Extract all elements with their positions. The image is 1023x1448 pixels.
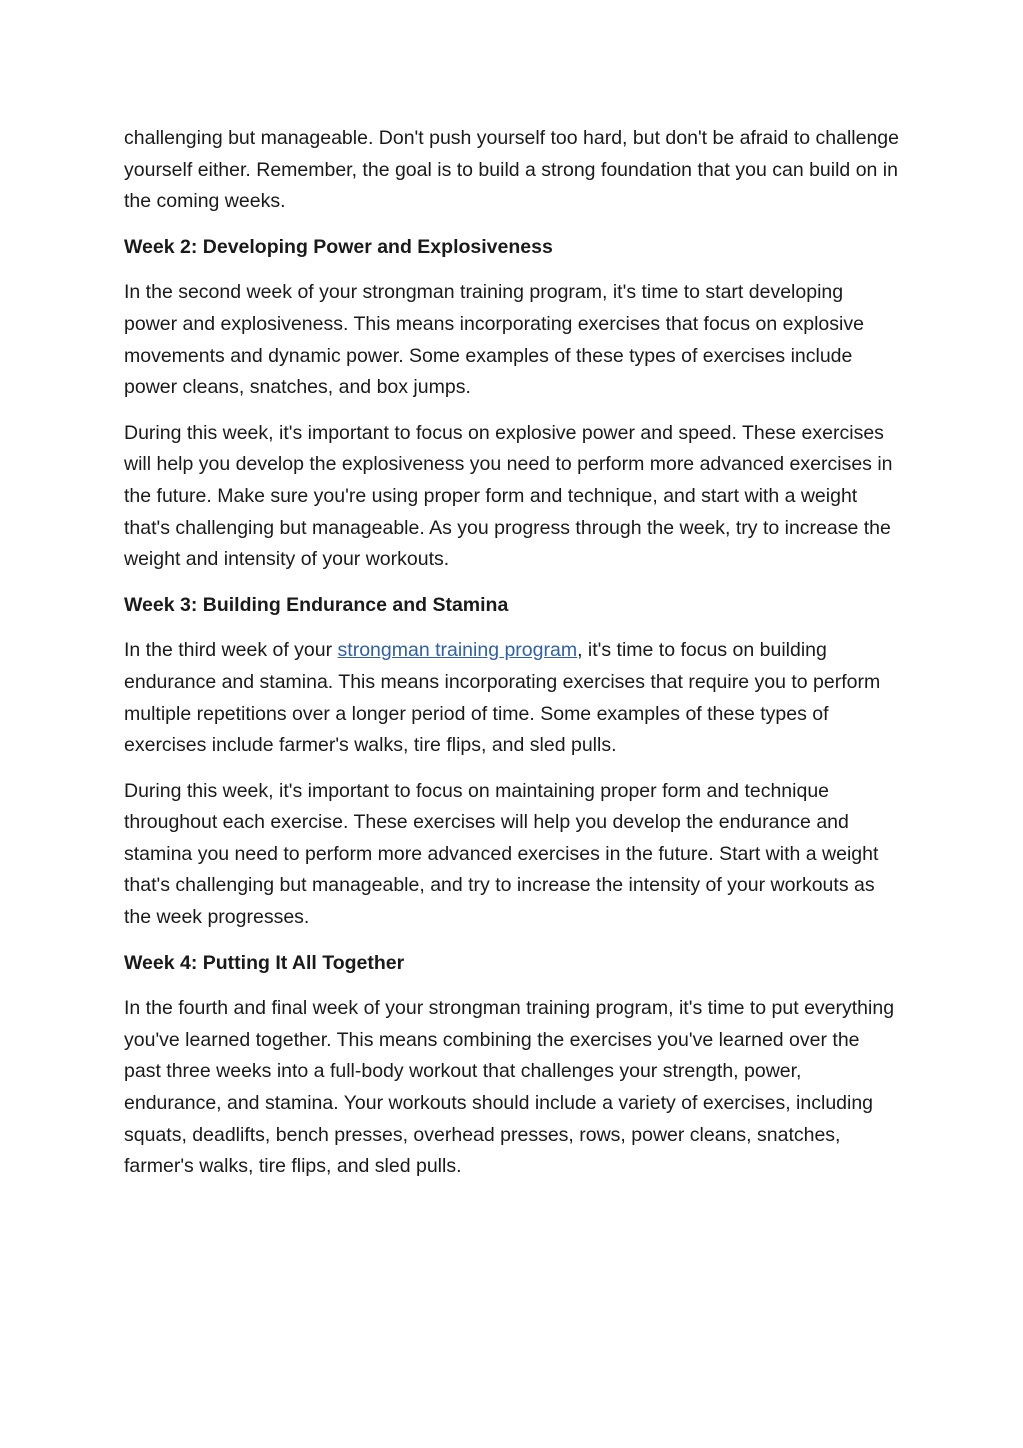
week3-heading: Week 3: Building Endurance and Stamina — [124, 593, 509, 616]
week2-paragraph-2: During this week, it's important to focus on explosive power and speed. These exercises will help you develop the explosiveness you need to perform more advanced exercises in the future. Make sure you're using proper form and technique, and start with a weight that's challenging but manageable. As you progress through the week, try to increase the weight and intensity of your workouts. — [124, 421, 893, 571]
week2-paragraph-1: In the second week of your strongman training program, it's time to start developing power and explosiveness. This means incorporating exercises that focus on explosive movements and dynamic power. Some examples of these types of exercises include power cleans, snatches, and box jumps. — [124, 281, 864, 399]
week2-heading: Week 2: Developing Power and Explosiveness — [124, 235, 553, 258]
week3-paragraph-1-end: , it's time to focus on building endurance and stamina. This means incorporating exercises that require you to perform multiple repetitions over a longer period of time. Some examples of these types of exercises include farmer's walks, tire flips, and sled pulls. — [124, 639, 881, 757]
week3-paragraph-2: During this week, it's important to focus on maintaining proper form and technique throughout each exercise. These exercises will help you develop the endurance and stamina you need to perform more advanced exercises in the future. Start with a weight that's challenging but manageable, and try to increase the intensity of your workouts as the week progresses. — [124, 779, 879, 929]
strongman-training-program-link[interactable]: strongman training program — [337, 639, 578, 662]
week4-paragraph-1: In the fourth and final week of your strongman training program, it's time to put everything you've learned together. This means combining the exercises you've learned over the past three weeks into a full-body workout that challenges your strength, power, endurance, and stamina. Your workouts should include a variety of exercises, including squats, deadlifts, bench presses, overhead presses, rows, power cleans, snatches, farmer's walks, tire flips, and sled pulls. — [124, 997, 895, 1178]
week3-paragraph-1 — [124, 635, 899, 761]
intro-paragraph: challenging but manageable. Don't push yourself too hard, but don't be afraid to challenge yourself either. Remember, the goal is to build a strong foundation that you can build on in the coming weeks. — [124, 127, 899, 213]
week4-heading: Week 4: Putting It All Together — [124, 951, 405, 974]
document-page — [124, 123, 899, 1197]
week3-paragraph-1-start: In the third week of your — [124, 639, 338, 662]
